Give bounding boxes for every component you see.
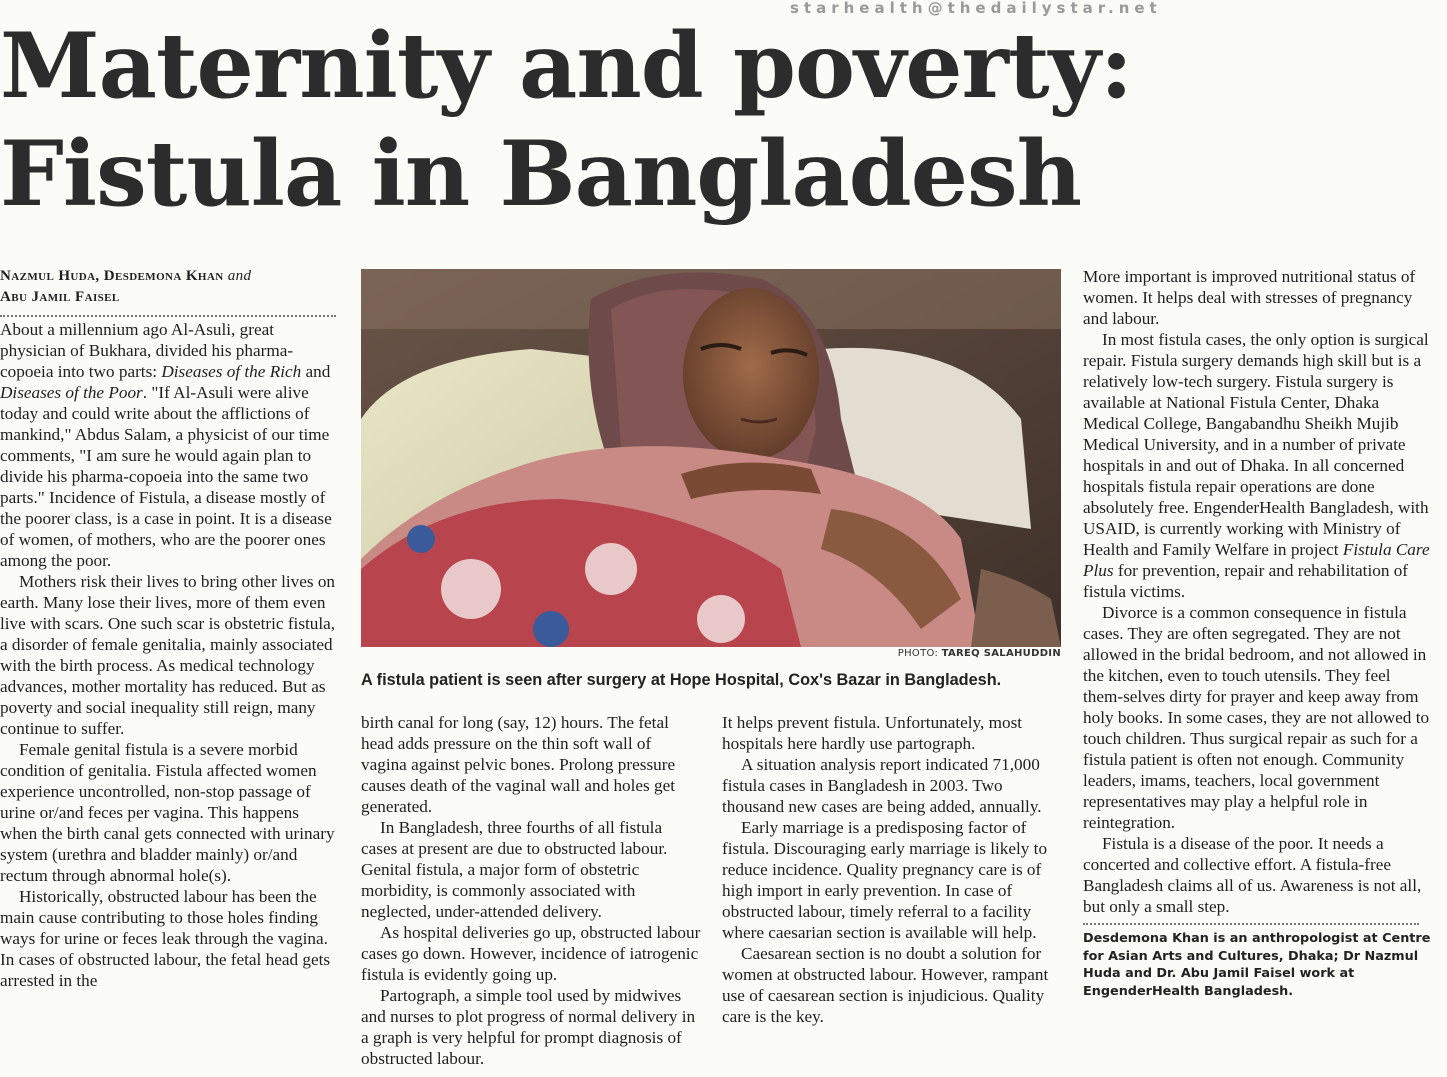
paragraph: As hospital deliveries go up, obstructed labour cases go down. However, incidence of iatrogenic fistula is evidently going up.: [361, 923, 701, 984]
article-column-4: [1083, 266, 1433, 1000]
paragraph: Early marriage is a predisposing factor of fistula. Discouraging early marriage is likely to reduce incidence. Quality pregnancy care is of high import in early prevention. In case of obstructed labour, timely referral to a facility where caesarian section is available will help.: [722, 818, 1048, 942]
paragraph: Fistula is a disease of the poor. It needs a concerted and collective effort. A fistula-free Bangladesh claims all of us. Awareness is not all, but only a small step.: [1083, 834, 1422, 916]
paragraph: A situation analysis report indicated 71,000 fistula cases in Bangladesh in 2003. Two thousand new cases are being added, annually.: [722, 755, 1042, 816]
italic-title-poor: Diseases of the Poor: [0, 383, 143, 402]
paragraph: More important is improved nutritional status of women. It helps deal with stresses of pregnancy and labour.: [1083, 267, 1416, 328]
paragraph-text: and: [301, 362, 331, 381]
article-column-2: [361, 712, 701, 1069]
byline: [0, 266, 340, 308]
byline-authors-1: Nazmul Huda, Desdemona Khan: [0, 268, 224, 284]
italic-project-name: Fistula Care Plus: [1083, 540, 1430, 580]
headline-line-1: Maternity and poverty:: [0, 13, 1133, 119]
byline-and: and: [227, 268, 252, 284]
headline: [0, 12, 1133, 228]
paragraph: [0, 319, 340, 571]
paragraph-text: for prevention, repair and rehabilitation of fistula victims.: [1083, 561, 1409, 601]
paragraph: Historically, obstructed labour has been the main cause contributing to those holes finding ways for urine or feces leak through the vagina. In cases of obstructed labour, the fetal head gets arrested in the: [0, 887, 331, 990]
byline-divider: [0, 315, 336, 317]
paragraph: It helps prevent fistula. Unfortunately, most hospitals here hardly use partograph.: [722, 713, 1023, 753]
contact-email: starhealth@thedailystar.net: [790, 0, 1162, 17]
paragraph: In Bangladesh, three fourths of all fistula cases at present are due to obstructed labour. Genital fistula, a major form of obstetric morbidity, is commonly associated with neglected, under-attended delivery.: [361, 818, 668, 921]
photo-credit: [700, 648, 1061, 659]
headline-line-2: Fistula in Bangladesh: [0, 121, 1082, 227]
paragraph-text: . "If Al-Asuli were alive today and could write about the afflictions of mankind," Abdus Salam, a physicist of our time comments, "I am sure he would again plan to divide his pharma-copoeia into the same two parts." Incidence of Fistula, a disease mostly of the poorer class, is a case in point. It is a disease of women, of mothers, who are the poorer ones among the poor.: [0, 383, 332, 570]
paragraph: Mothers risk their lives to bring other lives on earth. Many lose their lives, more of them even live with scars. One such scar is obstetric fistula, a disorder of female genitalia, mainly associated with the birth process. As medical technology advances, mother mortality has reduced. But as poverty and social inequality still reign, many continue to suffer.: [0, 572, 336, 738]
bio-divider: [1083, 923, 1419, 925]
italic-title-rich: Diseases of the Rich: [161, 362, 302, 381]
photo-credit-name: TAREQ SALAHUDDIN: [941, 648, 1061, 659]
paragraph: birth canal for long (say, 12) hours. The fetal head adds pressure on the thin soft wall of vagina against pelvic bones. Prolong pressure causes death of the vaginal wall and holes get generated.: [361, 713, 676, 816]
patient-photo: [361, 269, 1061, 647]
byline-authors-2: Abu Jamil Faisel: [0, 289, 120, 305]
patient-photo-illustration: [361, 269, 1061, 647]
paragraph: Divorce is a common consequence in fistula cases. They are often segregated. They are not allowed in the bridal bedroom, and not allowed in the kitchen, even to touch utensils. They feel them-selves dirty for prayer and keep away from holy books. In some cases, they are not allowed to touch children. Thus surgical repair as such for a fistula patient is often not enough. Community leaders, imams, teachers, local government representatives may play a helpful role in reintegration.: [1083, 603, 1430, 832]
paragraph-text: About a millennium ago Al-Asuli, great physician of Bukhara, divided his pharma-copoeia into two parts:: [0, 320, 294, 381]
photo-caption: A fistula patient is seen after surgery at Hope Hospital, Cox's Bazar in Bangladesh.: [361, 671, 1002, 689]
paragraph: Caesarean section is no doubt a solution for women at obstructed labour. However, rampant use of caesarean section is injudicious. Quality care is the key.: [722, 944, 1049, 1026]
paragraph-text: In most fistula cases, the only option is surgical repair. Fistula surgery demands high skill but is a relatively low-tech surgery. Fistula surgery is available at National Fistula Center, Dhaka Medical College, Bangabandhu Sheikh Mujib Medical University, and in a number of private hospitals in and out of Dhaka. In all concerned hospitals fistula repair operations are done absolutely free. EngenderHealth Bangladesh, with USAID, is currently working with Ministry of Health and Family Welfare in project: [1083, 330, 1429, 559]
paragraph: [1083, 329, 1433, 602]
article-column-1: [0, 266, 340, 991]
article-column-3: [722, 712, 1067, 1027]
photo-credit-label: PHOTO:: [897, 648, 939, 659]
paragraph: Female genital fistula is a severe morbid condition of genitalia. Fistula affected women experience uncontrolled, non-stop passage of urine or/and feces per vagina. This happens when the birth canal gets connected with urinary system (urethra and bladder mainly) or/and rectum through abnormal hole(s).: [0, 740, 335, 885]
author-bio: Desdemona Khan is an anthropologist at Centre for Asian Arts and Cultures, Dhaka; Dr Nazmul Huda and Dr. Abu Jamil Faisel work at EngenderHealth Bangladesh.: [1083, 931, 1431, 999]
paragraph: Partograph, a simple tool used by midwives and nurses to plot progress of normal delivery in a graph is very helpful for prompt diagnosis of obstructed labour.: [361, 986, 696, 1068]
